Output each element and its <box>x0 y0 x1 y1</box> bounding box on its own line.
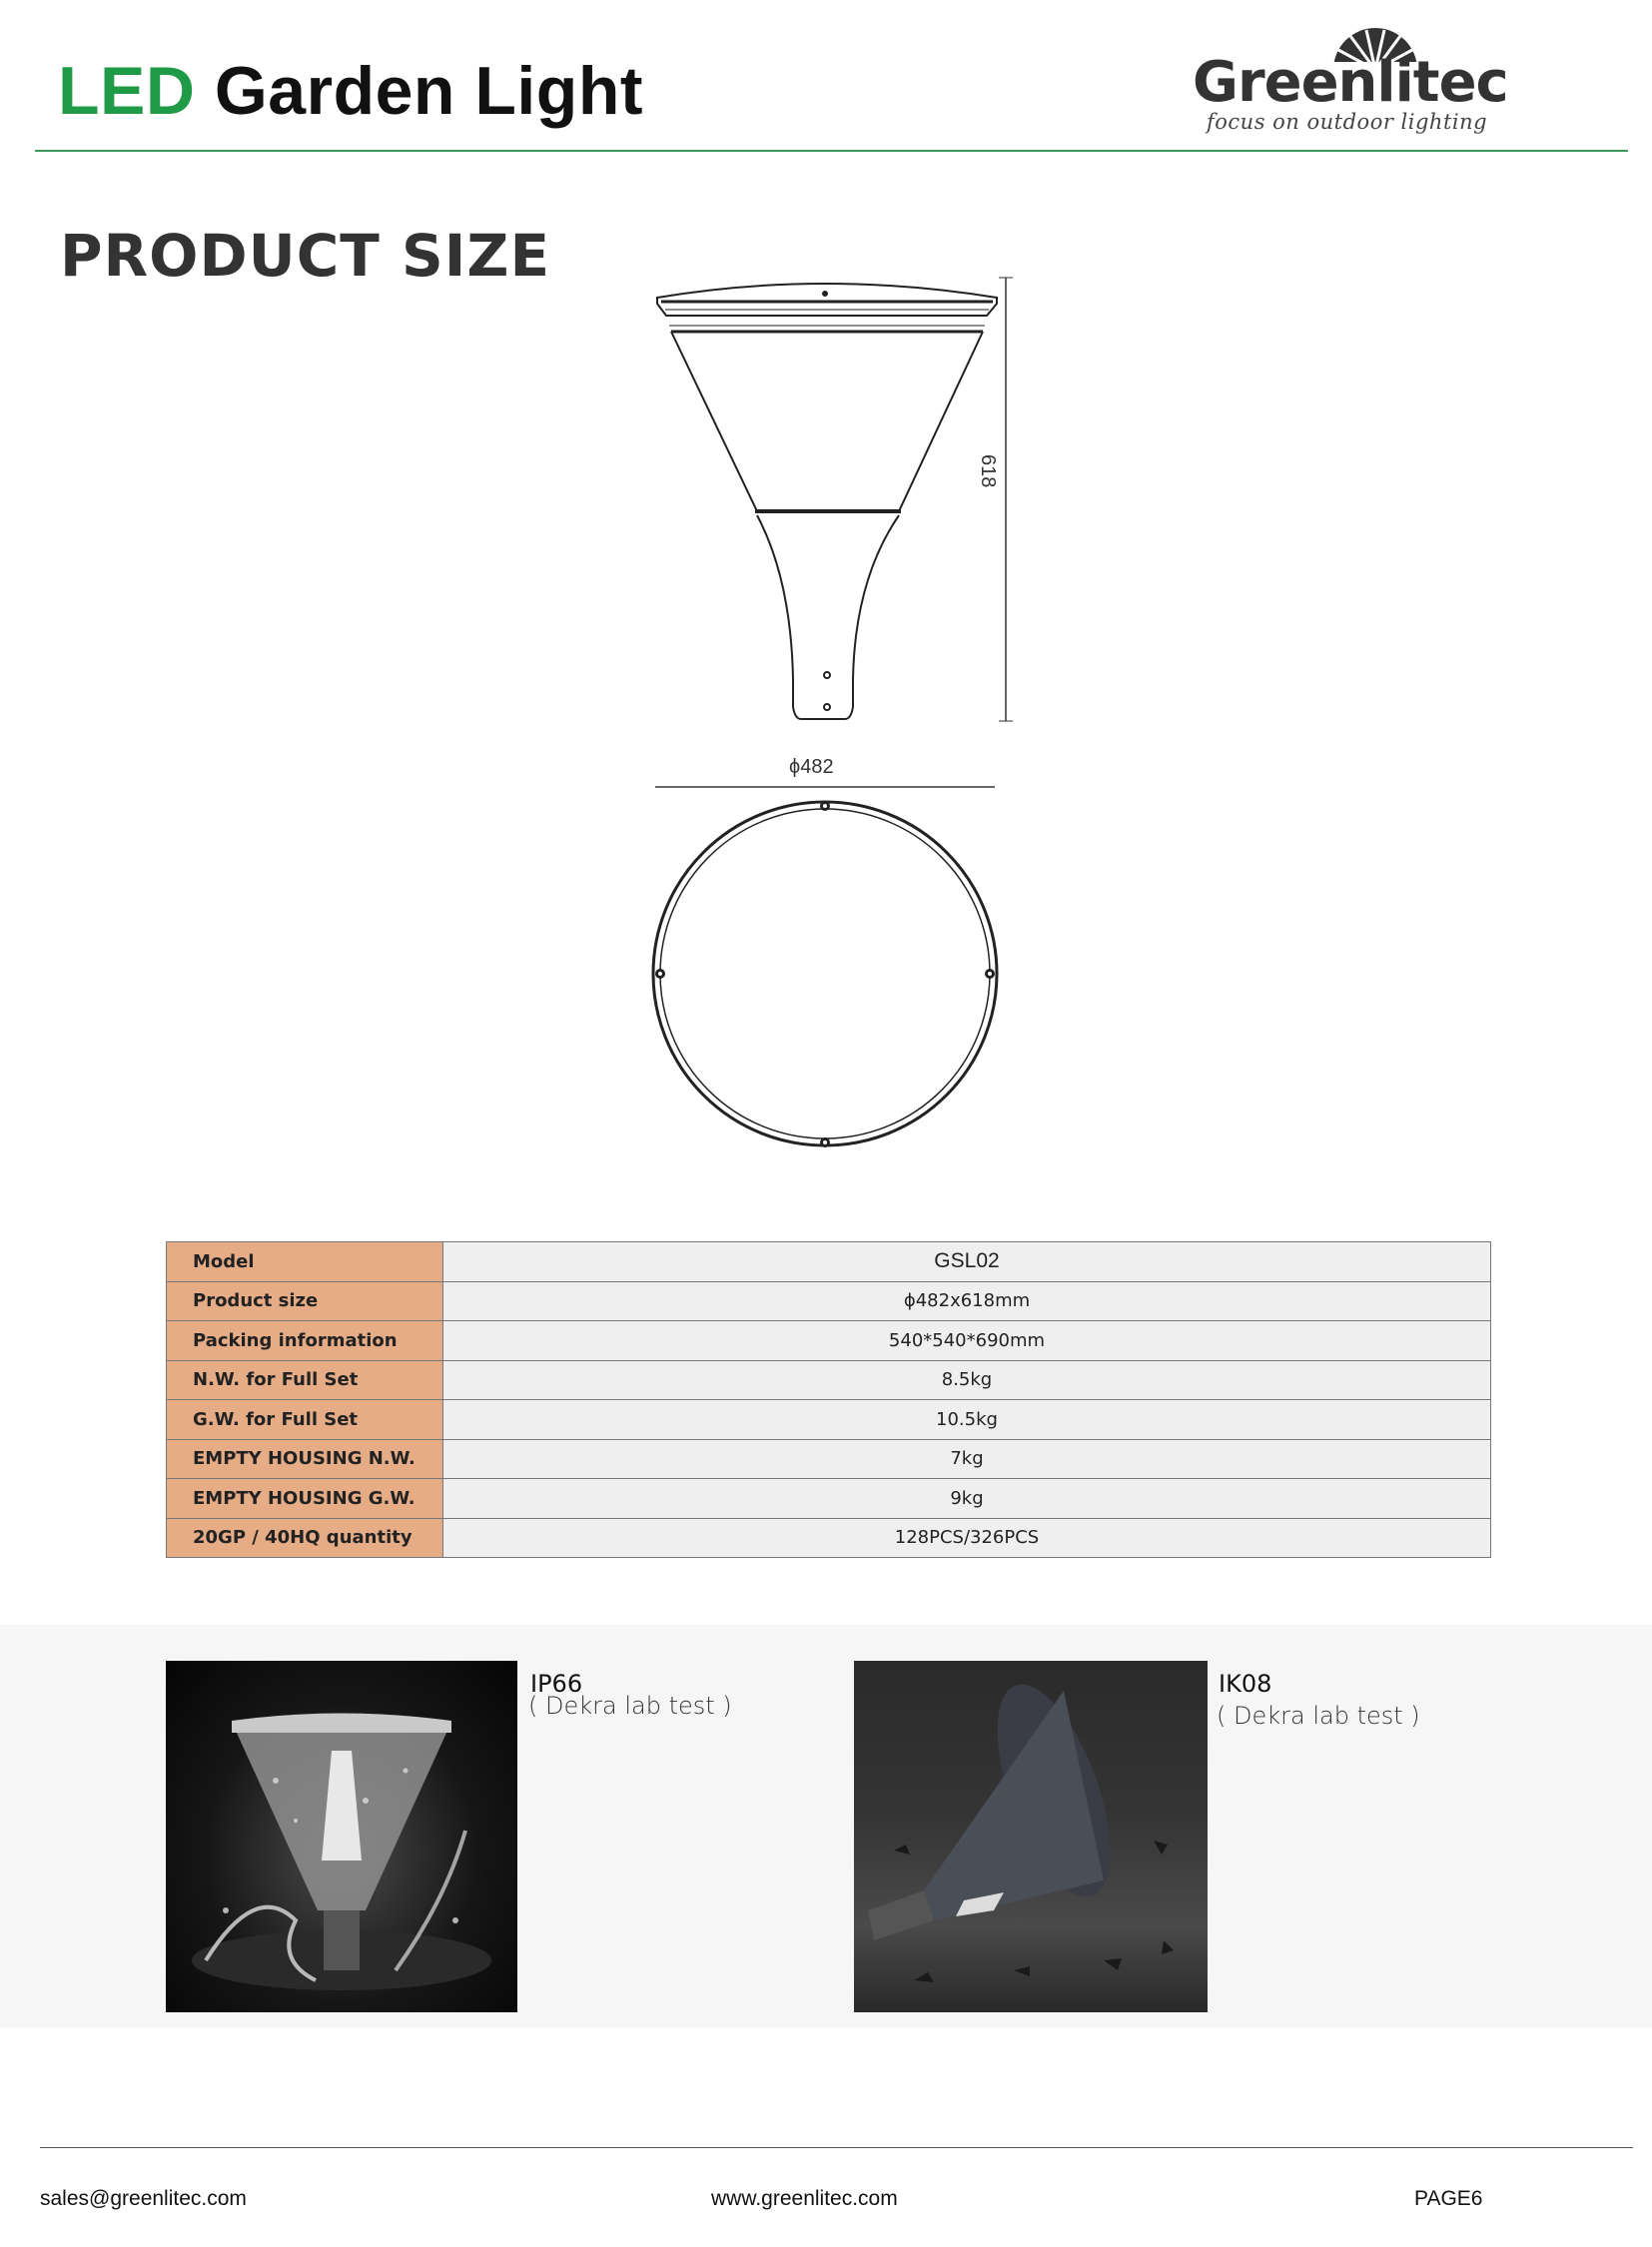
spec-label: N.W. for Full Set <box>167 1360 443 1400</box>
lid-outline <box>657 284 997 316</box>
spec-row <box>167 1360 1491 1400</box>
footer-website[interactable]: www.greenlitec.com <box>711 2187 898 2210</box>
ik08-test-photo <box>854 1661 1208 2012</box>
brand-tagline: focus on outdoor lighting <box>1207 110 1488 134</box>
spec-value: 10.5kg <box>443 1400 1491 1440</box>
spec-value: 7kg <box>443 1439 1491 1479</box>
spec-value: 540*540*690mm <box>443 1321 1491 1361</box>
product-drawing <box>599 260 1079 1178</box>
impact-lamp-illustration <box>854 1661 1208 2012</box>
header-divider <box>35 150 1628 152</box>
title-rest: Garden Light <box>214 53 644 129</box>
spec-row <box>167 1281 1491 1321</box>
section-title: PRODUCT SIZE <box>60 222 551 290</box>
ip66-test-photo <box>166 1661 517 2012</box>
spec-row <box>167 1518 1491 1558</box>
spec-row <box>167 1242 1491 1282</box>
spec-value: 8.5kg <box>443 1360 1491 1400</box>
brand-logo <box>1189 28 1588 138</box>
spec-label: G.W. for Full Set <box>167 1400 443 1440</box>
page-title <box>58 52 643 130</box>
spec-label: EMPTY HOUSING N.W. <box>167 1439 443 1479</box>
spec-label: EMPTY HOUSING G.W. <box>167 1479 443 1519</box>
spec-label: Packing information <box>167 1321 443 1361</box>
neck-outline <box>757 515 899 719</box>
spec-label: 20GP / 40HQ quantity <box>167 1518 443 1558</box>
spec-label: Product size <box>167 1281 443 1321</box>
top-view-outer <box>653 802 997 1145</box>
ip66-subtitle: ( Dekra lab test ) <box>528 1692 732 1720</box>
waterproof-lamp-illustration <box>166 1661 517 2012</box>
ik08-subtitle: ( Dekra lab test ) <box>1217 1702 1420 1730</box>
diameter-dimension-label: ϕ482 <box>789 756 834 778</box>
spec-table <box>166 1241 1491 1558</box>
footer-divider <box>40 2147 1633 2148</box>
spec-value: ϕ482x618mm <box>443 1281 1491 1321</box>
spec-row <box>167 1439 1491 1479</box>
cone-outline <box>671 332 983 511</box>
spec-value: 128PCS/326PCS <box>443 1518 1491 1558</box>
top-view-inner <box>660 809 990 1138</box>
spec-value: GSL02 <box>443 1242 1491 1282</box>
spec-label: Model <box>167 1242 443 1282</box>
spec-value: 9kg <box>443 1479 1491 1519</box>
footer-email[interactable]: sales@greenlitec.com <box>40 2187 247 2210</box>
spec-row <box>167 1400 1491 1440</box>
spec-row <box>167 1321 1491 1361</box>
height-dimension-label: 618 <box>977 454 999 488</box>
brand-name: Greenlitec <box>1193 50 1508 115</box>
spec-row <box>167 1479 1491 1519</box>
ik08-title: IK08 <box>1219 1670 1272 1698</box>
footer-page-number: PAGE6 <box>1414 2187 1483 2210</box>
ip66-title: IP66 <box>530 1670 583 1698</box>
title-accent: LED <box>58 53 196 129</box>
